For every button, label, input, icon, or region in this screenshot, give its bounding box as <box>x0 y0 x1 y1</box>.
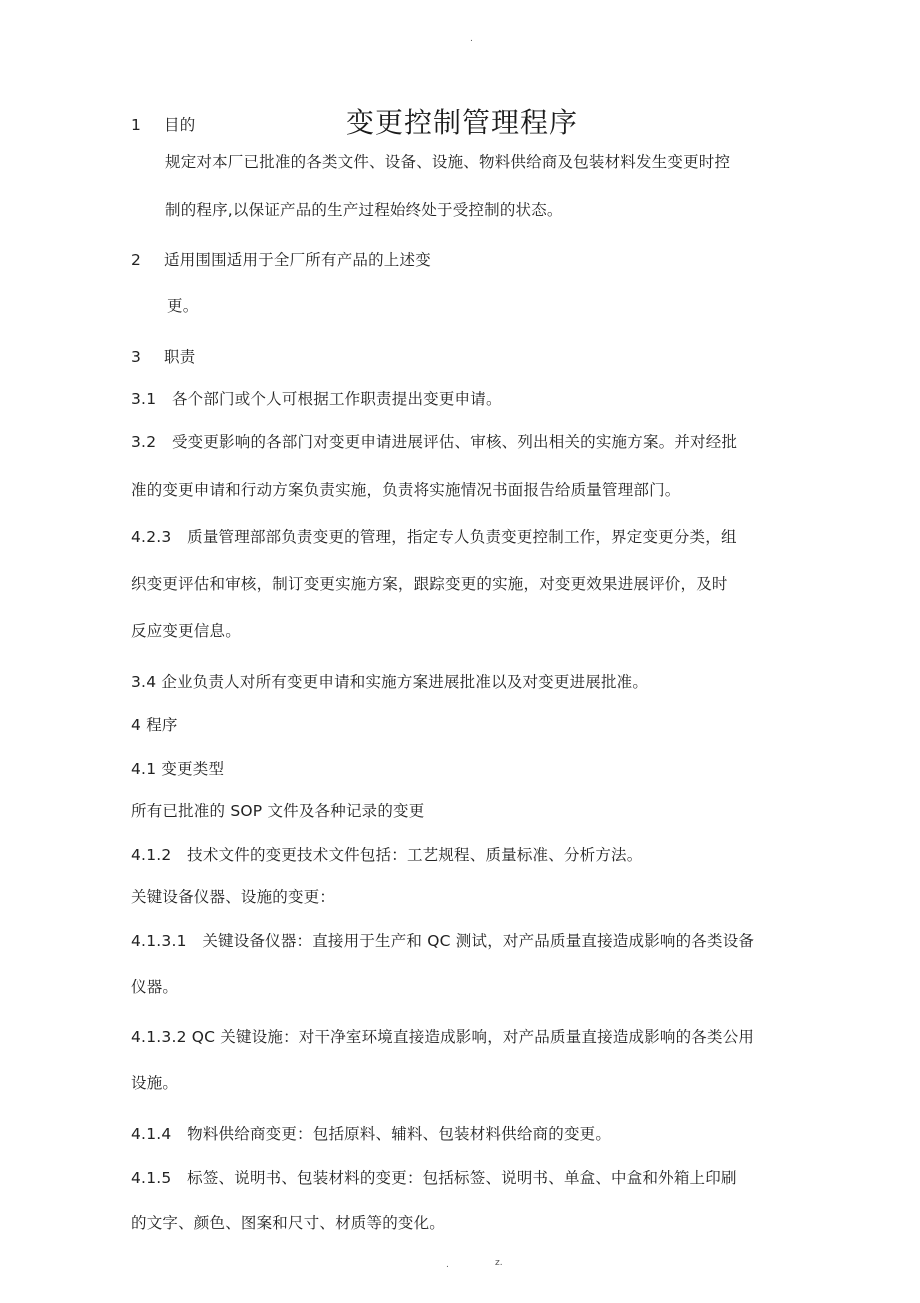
item-4-1-5-line-1: 4.1.5 标签、说明书、包装材料的变更：包括标签、说明书、单盒、中盒和外箱上印刷 <box>131 1169 737 1187</box>
section-1-text-line-1: 规定对本厂已批准的各类文件、设备、设施、物料供给商及包装材料发生变更时控 <box>165 153 731 171</box>
section-2-text-line-1: 适用围围适用于全厂所有产品的上述变 <box>164 251 431 269</box>
item-4-1-3-2-line-1: 4.1.3.2 QC 关键设施：对干净室环境直接造成影响，对产品质量直接造成影响的各类公用 <box>131 1028 755 1046</box>
item-3-2-line-2: 准的变更申请和行动方案负责实施，负责将实施情况书面报告给质量管理部门。 <box>131 481 681 499</box>
footer-dot-left: . <box>446 1260 449 1270</box>
docs-change-line: 所有已批准的 SOP 文件及各种记录的变更 <box>131 802 425 820</box>
section-3-label: 职责 <box>164 348 196 366</box>
item-4-1-4: 4.1.4 物料供给商变更：包括原料、辅料、包装材料供给商的变更。 <box>131 1125 612 1143</box>
item-4-1-2: 4.1.2 技术文件的变更技术文件包括：工艺规程、质量标准、分析方法。 <box>131 846 643 864</box>
item-4-2-3-line-1: 4.2.3 质量管理部部负责变更的管理，指定专人负责变更控制工作，界定变更分类，组 <box>131 528 737 546</box>
item-3-1: 3.1 各个部门或个人可根据工作职责提出变更申请。 <box>131 390 502 408</box>
item-4-2-3-line-2: 织变更评估和审核，制订变更实施方案，跟踪变更的实施，对变更效果进展评价，及时 <box>131 575 728 593</box>
item-3-2-line-1: 3.2 受变更影响的各部门对变更申请进展评估、审核、列出相关的实施方案。并对经批 <box>131 433 738 451</box>
document-title: 变更控制管理程序 <box>346 106 579 139</box>
section-2-text-line-2: 更。 <box>167 297 199 315</box>
item-4-1-3-1-line-2: 仪器。 <box>131 978 179 996</box>
section-1-label: 目的 <box>164 116 196 134</box>
equipment-change-line: 关键设备仪器、设施的变更： <box>131 888 336 906</box>
section-1-text-line-2: 制的程序,以保证产品的生产过程始终处于受控制的状态。 <box>165 201 563 219</box>
item-3-4: 3.4 企业负责人对所有变更申请和实施方案进展批准以及对变更进展批准。 <box>131 673 649 691</box>
section-1-number: 1 <box>131 116 142 134</box>
item-4-1: 4.1 变更类型 <box>131 760 225 778</box>
item-4-1-3-2-line-2: 设施。 <box>131 1074 179 1092</box>
footer-dot-right: z. <box>495 1258 503 1268</box>
header-dot: . <box>470 34 473 44</box>
item-4-1-5-line-2: 的文字、颜色、图案和尺寸、材质等的变化。 <box>131 1214 446 1232</box>
section-3-number: 3 <box>131 348 142 366</box>
item-4-2-3-line-3: 反应变更信息。 <box>131 622 241 640</box>
section-4-heading: 4 程序 <box>131 716 178 734</box>
item-4-1-3-1-line-1: 4.1.3.1 关键设备仪器：直接用于生产和 QC 测试，对产品质量直接造成影响的各类设备 <box>131 932 755 950</box>
section-2-number: 2 <box>131 251 142 269</box>
